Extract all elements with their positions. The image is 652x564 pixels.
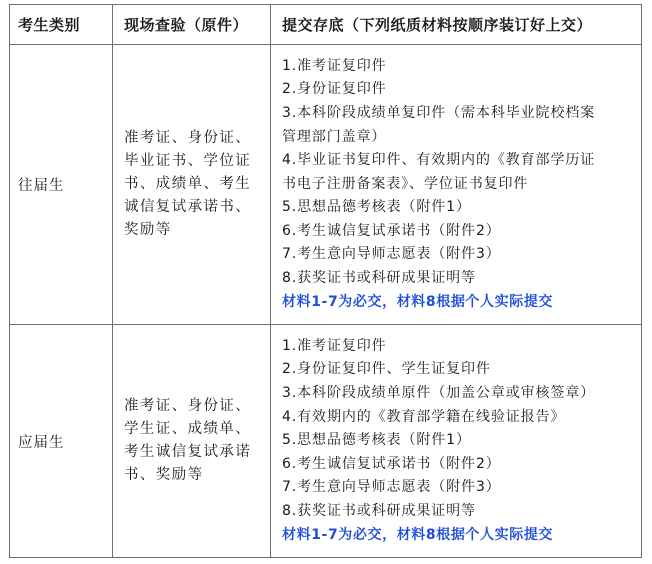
table-row-previous-graduates [10,45,642,325]
submit-list [282,335,633,524]
category-cell: 应届生 [10,325,113,558]
submit-cell [271,325,642,558]
list-item: 4.毕业证书复印件、有效期内的《教育部学历证 [282,152,596,169]
list-item: 4.有效期内的《教育部学籍在线验证报告》 [282,408,566,425]
required-note: 材料1-7为必交，材料8根据个人实际提交 [282,526,554,543]
list-item: 3.本科阶段成绩单原件（加盖公章或审核签章） [282,385,596,402]
list-item: 2.身份证复印件、学生证复印件 [282,361,491,378]
list-item: 3.本科阶段成绩单复印件（需本科毕业院校档案 [282,104,596,121]
list-item: 7.考生意向导师志愿表（附件3） [282,246,501,263]
list-item: 2.身份证复印件 [282,81,387,98]
list-item: 5.思想品德考核表（附件1） [282,199,471,216]
submit-list [282,55,633,291]
onsite-cell [113,45,271,325]
list-item: 1.准考证复印件 [282,337,387,354]
onsite-line: 考生诚信复试承诺 [124,444,252,460]
list-item: 管理部门盖章） [282,128,387,145]
submit-cell [271,45,642,325]
onsite-line: 书、成绩单、考生 [124,176,252,192]
list-item: 7.考生意向导师志愿表（附件3） [282,479,501,496]
onsite-cell [113,325,271,558]
list-item: 8.获奖证书或科研成果证明等 [282,270,476,287]
list-item: 6.考生诚信复试承诺书（附件2） [282,455,501,472]
requirements-table [9,4,642,558]
onsite-line: 毕业证书、学位证 [124,153,252,169]
list-item: 8.获奖证书或科研成果证明等 [282,502,476,519]
header-onsite: 现场查验（原件） [113,5,271,45]
onsite-line: 诚信复试承诺书、 [124,199,252,215]
header-category: 考生类别 [10,5,113,45]
list-item: 5.思想品德考核表（附件1） [282,432,471,449]
header-row [10,5,642,45]
onsite-line: 准考证、身份证、 [124,398,252,414]
onsite-line: 学生证、成绩单、 [124,421,252,437]
list-item: 书电子注册备案表》、学位证书复印件 [282,175,529,192]
header-submit: 提交存底（下列纸质材料按顺序装订好上交） [271,5,642,45]
table-row-current-graduates [10,325,642,558]
onsite-line: 奖励等 [124,222,172,238]
list-item: 6.考生诚信复试承诺书（附件2） [282,222,501,239]
list-item: 1.准考证复印件 [282,57,387,74]
required-note: 材料1-7为必交，材料8根据个人实际提交 [282,293,554,310]
onsite-line: 准考证、身份证、 [124,130,252,146]
onsite-line: 书、奖励等 [124,467,204,483]
category-cell: 往届生 [10,45,113,325]
